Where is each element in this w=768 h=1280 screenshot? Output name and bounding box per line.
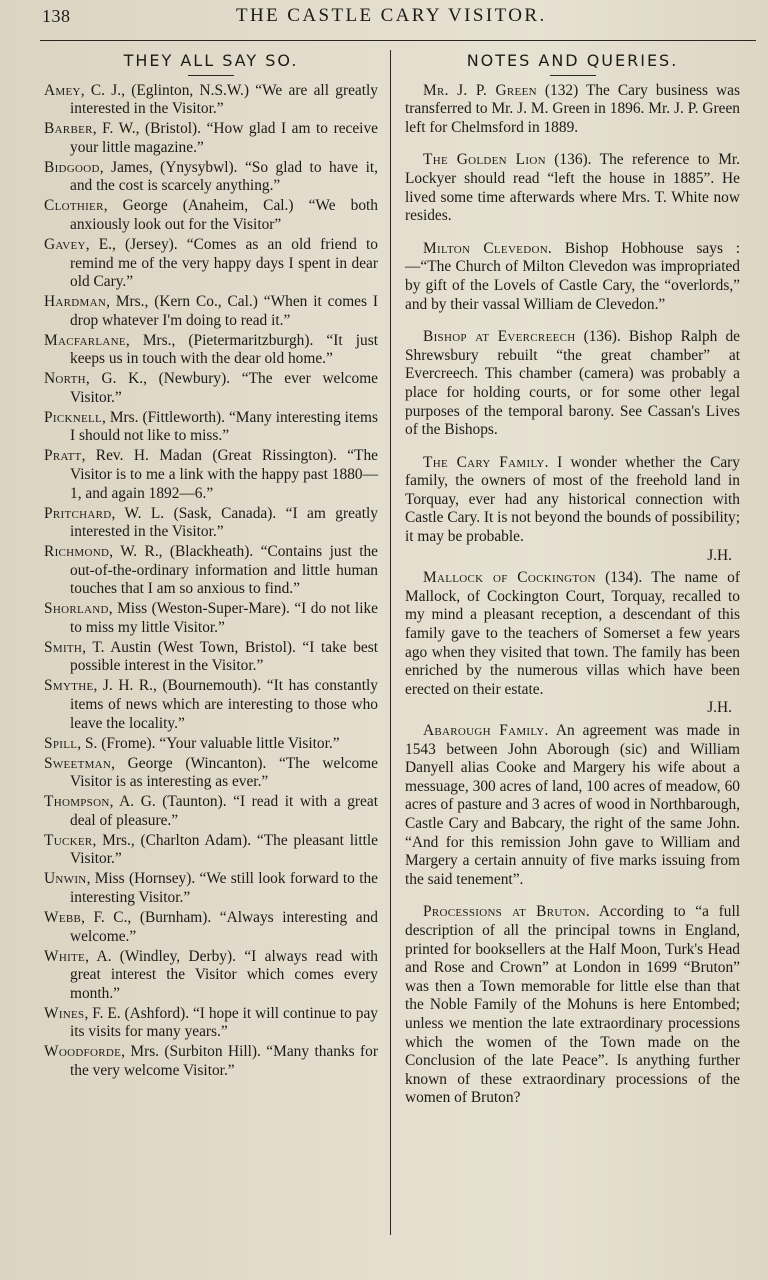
contributor-name: Smith	[44, 638, 83, 656]
contributor-name: Hardman	[44, 293, 107, 311]
note-paragraph	[405, 722, 740, 889]
testimonial-text: , Mrs., (Kern Co., Cal.) “When it comes I drop whatever I'm doing to read it.”	[70, 293, 378, 329]
note-lead: Processions at Bruton.	[423, 903, 591, 921]
column-divider	[390, 50, 391, 1235]
testimonial-entry	[44, 293, 378, 330]
contributor-name: Smythe	[44, 677, 94, 695]
testimonial-entry	[44, 447, 378, 503]
testimonial-text: , E., (Jersey). “Comes as an old friend to remind me of the very happy days I spent in dear old Cary.”	[70, 235, 378, 291]
testimonial-text: , F. C., (Burnham). “Always interesting and welcome.”	[70, 908, 378, 945]
contributor-name: Shorland	[44, 600, 109, 618]
testimonial-text: , C. J., (Eglinton, N.S.W.) “We are all greatly interested in the Visitor.”	[70, 81, 378, 118]
contributor-name: Clothier	[44, 197, 104, 215]
notes-and-queries-heading: NOTES AND QUERIES.	[466, 51, 679, 70]
testimonial-text: , G. K., (Newbury). “The ever welcome Visitor.”	[70, 370, 378, 406]
note-lead: Mallock of Cockington	[423, 569, 596, 587]
testimonial-text: , T. Austin (West Town, Bristol). “I take best possible interest in the Visitor.”	[70, 638, 378, 675]
contributor-name: North	[44, 370, 86, 388]
notes-list	[405, 82, 740, 1108]
testimonial-text: , S. (Frome). “Your valuable little Visitor.”	[77, 734, 340, 752]
testimonial-text: , F. W., (Bristol). “How glad I am to receive your little magazine.”	[70, 120, 378, 156]
testimonial-entry	[44, 236, 378, 292]
right-column	[405, 44, 740, 1122]
testimonial-entry	[44, 600, 378, 637]
note-item	[405, 240, 740, 314]
testimonial-entry	[44, 870, 378, 907]
note-paragraph	[405, 82, 740, 138]
testimonial-text: , Mrs. (Surbiton Hill). “Many thanks for the very welcome Visitor.”	[70, 1043, 378, 1079]
note-lead: The Golden Lion	[423, 151, 546, 169]
testimonial-entry	[44, 793, 378, 830]
note-paragraph	[405, 240, 740, 314]
note-paragraph	[405, 569, 740, 699]
contributor-name: Picknell	[44, 408, 103, 426]
note-lead: Mr. J. P. Green	[423, 81, 537, 99]
note-lead: Bishop at Evercreech	[423, 328, 576, 346]
testimonial-entry	[44, 755, 378, 792]
contributor-name: Pritchard	[44, 504, 112, 522]
testimonial-entry	[44, 505, 378, 542]
testimonial-entry	[44, 948, 378, 1004]
note-text: Bishop Hobhouse says :—“The Church of Milton Clevedon was impropriated by gift of the Lovels of Castle Cary, the “overlords,” and by their vassal William de Clevedon.”	[405, 239, 740, 313]
header-rule	[40, 40, 756, 41]
contributor-name: Tucker	[44, 831, 93, 849]
note-paragraph	[405, 328, 740, 440]
testimonial-text: , F. E. (Ashford). “I hope it will continue to pay its visits for many years.”	[70, 1004, 378, 1041]
note-item	[405, 328, 740, 440]
testimonial-list	[44, 82, 378, 1081]
running-title: THE CASTLE CARY VISITOR.	[236, 5, 547, 26]
contributor-name: Barber	[44, 120, 93, 138]
testimonial-text: , Miss (Hornsey). “We still look forward to the interesting Visitor.”	[70, 870, 378, 906]
testimonial-text: , Mrs. (Fittleworth). “Many interesting items I should not like to miss.”	[70, 408, 378, 445]
heading-rule	[550, 75, 596, 76]
testimonial-entry	[44, 370, 378, 407]
contributor-name: Wines	[44, 1004, 85, 1022]
note-item	[405, 903, 740, 1108]
testimonial-text: , J. H. R., (Bournemouth). “It has constantly items of news which are interesting to those who leave the locality.”	[70, 677, 378, 732]
note-item	[405, 82, 740, 138]
testimonial-entry	[44, 409, 378, 446]
left-column	[44, 44, 378, 1082]
testimonial-text: , James, (Ynysybwl). “So glad to have it, and the cost is scarcely anything.”	[70, 158, 378, 195]
note-paragraph	[405, 454, 740, 547]
testimonial-entry	[44, 82, 378, 119]
they-all-say-so-heading: THEY ALL SAY SO.	[123, 51, 299, 70]
testimonial-text: , Mrs., (Charlton Adam). “The pleasant little Visitor.”	[70, 831, 378, 868]
note-lead: Milton Clevedon.	[423, 239, 553, 257]
contributor-name: Webb	[44, 908, 82, 926]
testimonial-entry	[44, 735, 378, 754]
testimonial-entry	[44, 120, 378, 157]
contributor-name: Bidgood	[44, 158, 100, 176]
testimonial-entry	[44, 159, 378, 196]
testimonial-entry	[44, 909, 378, 946]
note-text: (132) The Cary business was transferred to Mr. J. M. Green in 1896. Mr. J. P. Green left for Chelmsford in 1889.	[405, 81, 740, 136]
heading-rule	[188, 75, 234, 76]
testimonial-entry	[44, 1043, 378, 1080]
testimonial-text: , Miss (Weston-Super-Mare). “I do not like to miss my little Visitor.”	[70, 600, 378, 636]
note-text: (136). The reference to Mr. Lockyer should read “left the house in 1885”. He lived some time afterwards where Mrs. T. White now resides.	[405, 151, 741, 225]
note-item	[405, 722, 740, 889]
testimonial-text: , Mrs., (Pietermaritzburgh). “It just keeps us in touch with the dear old home.”	[70, 331, 378, 368]
testimonial-entry	[44, 332, 378, 369]
testimonial-entry	[44, 832, 378, 869]
note-text: According to “a full description of all the principal towns in England, printed for booksellers at the Half Moon, Turk's Head and Rose and Crown” at London in 1699 “Bruton” was then a Town memorable for little else than that the Noble Family of the Mohuns is here Entombed; unless we mention the late extraordinary processions which the women of the Town made on the Conclusion of the late Peace”. Is anything further known of these extraordinary processions of the women of Bruton?	[405, 903, 740, 1107]
note-text: (134). The name of Mallock, of Cockington Court, Torquay, recalled to my mind a pleasant reception, a descendant of this family gave to the teachers of Somerset a few years ago when they visited that town. The family has been enriched by the numerous villas which have been erected on their estate.	[405, 569, 740, 698]
testimonial-text: , A. G. (Taunton). “I read it with a great deal of pleasure.”	[70, 793, 378, 829]
note-item	[405, 454, 740, 566]
testimonial-text: , A. (Windley, Derby). “I always read with great interest the Visitor which comes every month.”	[70, 947, 378, 1002]
contributor-name: Amey	[44, 81, 81, 99]
contributor-name: White	[44, 947, 86, 965]
note-lead: The Cary Family.	[423, 453, 549, 471]
testimonial-text: , W. R., (Blackheath). “Contains just the out-of-the-ordinary information and little human touches that I am so anxious to find.”	[70, 543, 378, 598]
testimonial-text: , W. L. (Sask, Canada). “I am greatly interested in the Visitor.”	[70, 504, 378, 541]
contributor-name: Spill	[44, 734, 78, 752]
contributor-name: Sweetman	[44, 754, 112, 772]
testimonial-text: , Rev. H. Madan (Great Rissington). “The Visitor is to me a link with the happy past 1880—1, and again 1892—6.”	[70, 447, 378, 502]
note-paragraph	[405, 151, 740, 225]
note-signature: J.H.	[707, 546, 732, 564]
testimonial-entry	[44, 639, 378, 676]
note-text: (136). Bishop Ralph de Shrewsbury rebuilt “the great chamber” at Evercreech. This chamber (camera) was probably a place for holding courts, or for some other legal purposes of the temporal barony. See Cassan's Lives of the Bishops.	[405, 328, 740, 439]
testimonial-entry	[44, 197, 378, 234]
contributor-name: Pratt	[44, 447, 82, 465]
page-header	[0, 0, 768, 42]
contributor-name: Gavey	[44, 235, 86, 253]
note-text: I wonder whether the Cary family, the owners of most of the freehold land in Torquay, ever had any historical connection with Castle Cary. It is not beyond the bounds of possibility; it may be probable.	[405, 453, 741, 546]
contributor-name: Richmond	[44, 543, 110, 561]
page-number: 138	[42, 6, 71, 26]
note-item	[405, 569, 740, 718]
note-paragraph	[405, 903, 740, 1108]
contributor-name: Woodforde	[44, 1043, 122, 1061]
testimonial-entry	[44, 1005, 378, 1042]
testimonial-entry	[44, 677, 378, 733]
contributor-name: Thompson	[44, 793, 110, 811]
note-item	[405, 151, 740, 225]
testimonial-text: , George (Wincanton). “The welcome Visitor is as interesting as ever.”	[70, 754, 378, 791]
note-text: An agreement was made in 1543 between John Aborough (sic) and William Danyell alias Cooke and Margery his wife about a messuage, 300 acres of land, 100 acres of meadow, 60 acres of pasture and 3 acres of wood in Northbarough, Castle Cary and Babcary, the right of the same John. “And for this remission John gave to William and Margery a certain annuity of five marks issuing from the said tenement”.	[405, 722, 740, 888]
contributor-name: Unwin	[44, 870, 87, 888]
note-signature: J.H.	[707, 699, 732, 717]
testimonial-entry	[44, 543, 378, 599]
contributor-name: Macfarlane	[44, 331, 126, 349]
testimonial-text: , George (Anaheim, Cal.) “We both anxiously look out for the Visitor”	[70, 197, 378, 233]
note-lead: Abarough Family.	[423, 722, 549, 739]
